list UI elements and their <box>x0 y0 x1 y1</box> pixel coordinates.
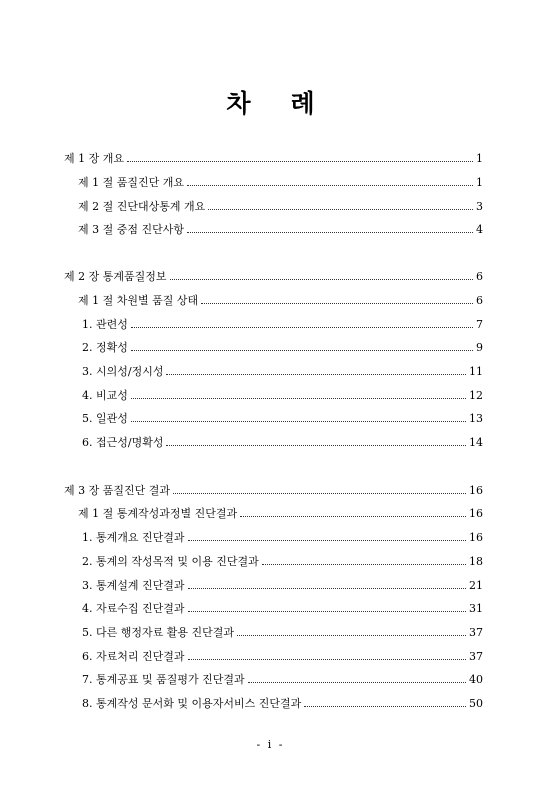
toc-page-number: 21 <box>469 579 483 592</box>
toc-label: 제 1 절 품질진단 개요 <box>78 176 184 189</box>
toc-page-number: 37 <box>469 650 483 663</box>
toc-label: 3. 시의성/정시성 <box>82 365 164 378</box>
toc-page-number: 3 <box>476 200 483 213</box>
toc-page-number: 13 <box>469 412 483 425</box>
toc-page-number: 16 <box>469 507 483 520</box>
toc-label: 6. 접근성/명확성 <box>82 436 164 449</box>
toc-page-number: 14 <box>469 436 483 449</box>
toc-item-2-1-2[interactable] <box>82 341 483 355</box>
toc-label: 4. 비교성 <box>82 389 128 402</box>
toc-page-number: 9 <box>476 341 483 354</box>
toc-page-number: 16 <box>469 484 483 497</box>
toc-page-number: 50 <box>469 697 483 710</box>
dot-leader <box>131 398 466 399</box>
toc-label: 2. 통계의 작성목적 및 이용 진단결과 <box>82 555 259 568</box>
toc-section-1-2[interactable] <box>78 200 483 214</box>
toc-page-number: 31 <box>469 602 483 615</box>
toc-page-number: 7 <box>476 318 483 331</box>
dot-leader <box>304 706 466 707</box>
toc-item-2-1-6[interactable] <box>82 436 483 450</box>
dot-leader <box>131 421 466 422</box>
toc-page-number: 16 <box>469 531 483 544</box>
toc-label: 1. 관련성 <box>82 318 128 331</box>
toc-item-3-1-8[interactable] <box>82 697 483 711</box>
dot-leader <box>248 682 466 683</box>
toc-item-3-1-7[interactable] <box>82 673 483 687</box>
toc-page-number: 40 <box>469 673 483 686</box>
toc-page-number: 12 <box>469 389 483 402</box>
dot-leader <box>173 493 466 494</box>
toc-item-3-1-3[interactable] <box>82 579 483 593</box>
toc-item-3-1-2[interactable] <box>82 555 483 569</box>
toc-item-3-1-1[interactable] <box>82 531 483 545</box>
toc-page-number: 37 <box>469 626 483 639</box>
toc-page-number: 4 <box>476 223 483 236</box>
toc-item-2-1-1[interactable] <box>82 318 483 332</box>
toc-chapter-3[interactable] <box>64 484 483 498</box>
toc-page-number: 1 <box>476 152 483 165</box>
dot-leader <box>188 659 467 660</box>
toc-label: 7. 통계공표 및 품질평가 진단결과 <box>82 673 245 686</box>
toc-section-1-1[interactable] <box>78 176 483 190</box>
dot-leader <box>127 161 473 162</box>
toc-label: 제 2 장 통계품질정보 <box>64 270 167 283</box>
toc-label: 제 1 절 통계작성과정별 진단결과 <box>78 507 238 520</box>
toc-label: 제 1 장 개요 <box>64 152 124 165</box>
toc-label: 6. 자료처리 진단결과 <box>82 650 185 663</box>
dot-leader <box>188 611 467 612</box>
toc-label: 8. 통계작성 문서화 및 이용자서비스 진단결과 <box>82 697 302 710</box>
dot-leader <box>166 374 466 375</box>
toc-label: 제 1 절 차원별 품질 상태 <box>78 294 199 307</box>
dot-leader <box>201 303 473 304</box>
toc-label: 제 2 절 진단대상통계 개요 <box>78 200 206 213</box>
toc-page-number: 18 <box>469 555 483 568</box>
toc-label: 제 3 절 중점 진단사항 <box>78 223 184 236</box>
dot-leader <box>237 635 466 636</box>
dot-leader <box>240 516 466 517</box>
dot-leader <box>188 588 467 589</box>
toc-section-3-1[interactable] <box>78 507 483 521</box>
toc-item-2-1-4[interactable] <box>82 389 483 403</box>
toc-page-number: 11 <box>469 365 483 378</box>
toc-chapter-1[interactable] <box>64 152 483 166</box>
toc-label: 1. 통계개요 진단결과 <box>82 531 185 544</box>
toc-label: 3. 통계설계 진단결과 <box>82 579 185 592</box>
toc-label: 제 3 장 품질진단 결과 <box>64 484 170 497</box>
dot-leader <box>170 279 474 280</box>
dot-leader <box>187 232 473 233</box>
toc-chapter-2[interactable] <box>64 270 483 284</box>
toc-page-number: 6 <box>476 270 483 283</box>
dot-leader <box>187 185 473 186</box>
toc-label: 4. 자료수집 진단결과 <box>82 602 185 615</box>
dot-leader <box>262 564 466 565</box>
toc-label: 2. 정확성 <box>82 341 128 354</box>
dot-leader <box>131 327 473 328</box>
toc-item-2-1-3[interactable] <box>82 365 483 379</box>
toc-page-number: 1 <box>476 176 483 189</box>
toc-item-3-1-5[interactable] <box>82 626 483 640</box>
toc-label: 5. 일관성 <box>82 412 128 425</box>
dot-leader <box>208 209 473 210</box>
toc-section-2-1[interactable] <box>78 294 483 308</box>
toc-label: 5. 다른 행정자료 활용 진단결과 <box>82 626 234 639</box>
dot-leader <box>188 540 467 541</box>
toc-item-3-1-6[interactable] <box>82 650 483 664</box>
toc-section-1-3[interactable] <box>78 223 483 237</box>
dot-leader <box>131 350 473 351</box>
page-footer-number: - i - <box>256 738 285 751</box>
toc-item-3-1-4[interactable] <box>82 602 483 616</box>
toc-page-number: 6 <box>476 294 483 307</box>
toc-title: 차례 <box>226 89 355 118</box>
dot-leader <box>166 445 466 446</box>
toc-item-2-1-5[interactable] <box>82 412 483 426</box>
